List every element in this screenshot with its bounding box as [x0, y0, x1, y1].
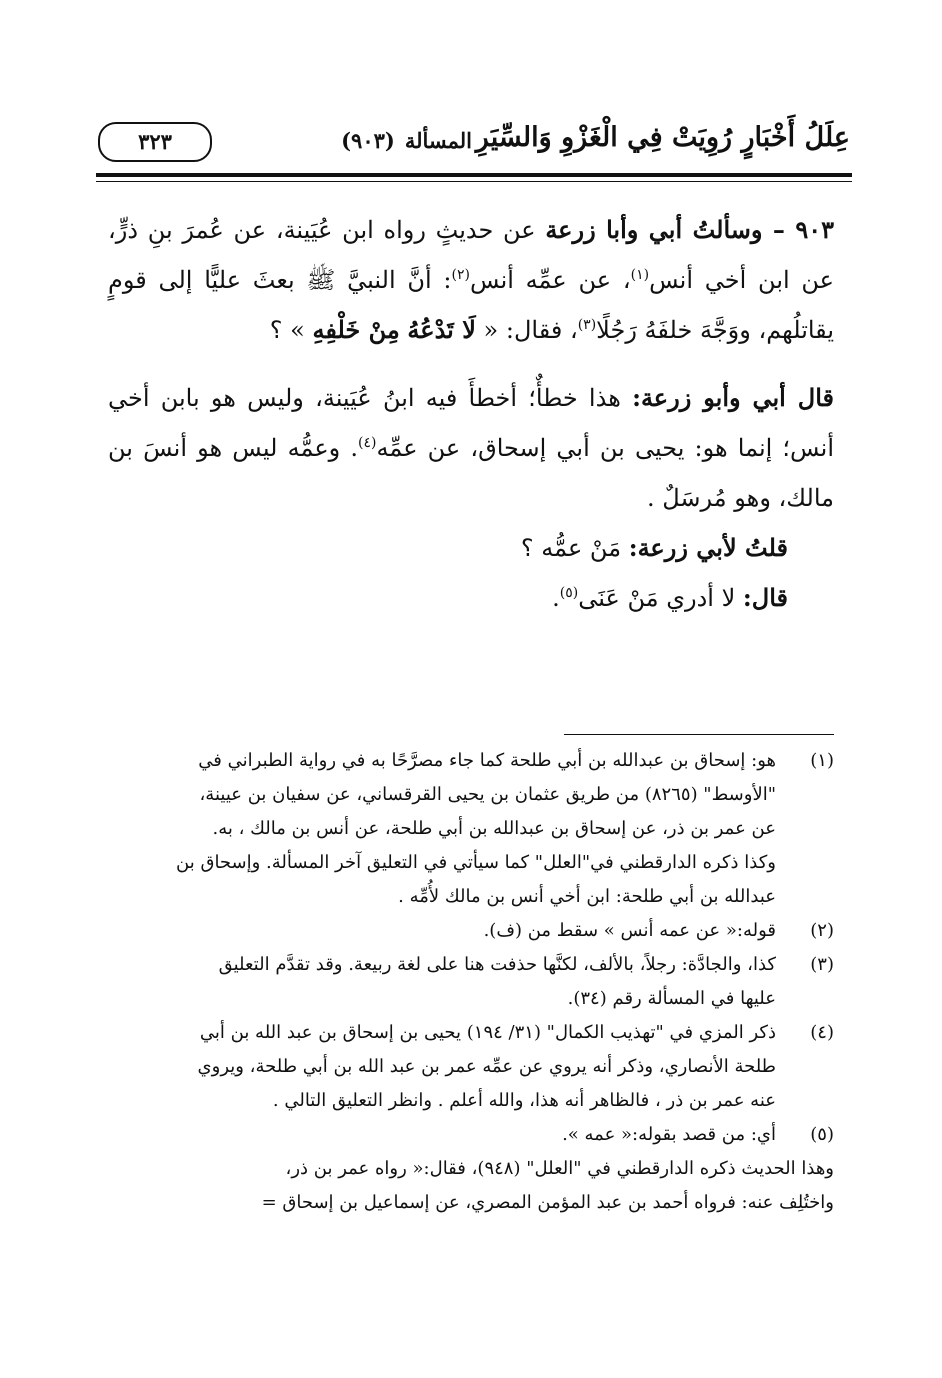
- footnote-number: (٤): [810, 1022, 834, 1043]
- followup-answer: [108, 573, 788, 623]
- footnote-separator: [564, 734, 834, 735]
- answer-lead: قال أبي وأبو زرعة:: [632, 383, 835, 412]
- footnote-continuation: [108, 1152, 834, 1220]
- header-rule-thick: [96, 173, 852, 177]
- footnote-line: "الأوسط" (٨٢٦٥) من طريق عثمان بن يحيى القرقساني، عن سفيان بن عيينة،: [199, 784, 776, 805]
- followup-answer-end: .: [552, 584, 560, 612]
- footnote-ref-4[interactable]: (٤): [358, 435, 377, 451]
- question-line1: عن حديثٍ رواه ابن عُيَينة، عن: [233, 216, 536, 244]
- page-number: ٣٢٣: [98, 122, 212, 162]
- main-text: [108, 205, 834, 623]
- footnote-ref-2[interactable]: (٢): [451, 267, 470, 283]
- footnote-ref-1[interactable]: (١): [630, 267, 650, 283]
- followup-question: [108, 523, 788, 573]
- footnote-line: كذا، والجادَّة: رجلاً، بالألف، لكنَّها حذفت هنا على لغة ربيعة. وقد تقدَّم التعليق: [218, 954, 776, 975]
- footnote-number: (٥): [810, 1124, 834, 1145]
- question-line2: عُمرَ بنِ ذرٍّ، عن ابن أخي أنس: [108, 216, 835, 294]
- footnote-5: [108, 1118, 834, 1152]
- question-line2b: ، عن عمِّه أنس: [469, 266, 631, 294]
- followup-text: مَنْ عمُّه ؟: [520, 534, 622, 562]
- question-lead: وسألتُ أبي وأبا زرعة: [545, 215, 763, 244]
- footnote-line: عن عمر بن ذر، عن إسحاق بن عبدالله بن أبي طلحة، عن أنس بن مالك ، به.: [212, 818, 776, 839]
- running-header: [98, 112, 850, 168]
- followup-answer-lead: قال:: [742, 583, 788, 612]
- footnote-line: هو: إسحاق بن عبدالله بن أبي طلحة كما جاء مصرَّحًا به في رواية الطبراني في: [198, 750, 776, 771]
- header-rule-thin: [96, 181, 852, 182]
- footnotes: [108, 744, 834, 1220]
- footnote-line: أي: من قصد بقوله:« عمه ».: [562, 1124, 776, 1145]
- issue-label: [341, 128, 472, 153]
- question-number: ٩٠٣: [795, 215, 834, 244]
- hadith-quote-2: مِنْ خَلْفِهِ: [312, 315, 400, 344]
- footnote-number: (١): [810, 750, 834, 771]
- answer-line2: بابن أخي أنس؛ إنما هو: يحيى بن أبي إسحاق، عن عمِّه: [108, 384, 834, 462]
- continuation-line: وهذا الحديث ذكره الدارقطني في "العلل" (٩٤٨)، فقال:« رواه عمر بن ذر،: [285, 1158, 834, 1179]
- footnote-line: عليها في المسألة رقم (٣٤).: [567, 988, 776, 1009]
- answer-line1: هذا خطأٌ؛ أخطأَ فيه ابنُ عُيَينة، وليس هو: [210, 384, 621, 412]
- footnote-line: ذكر المزي في "تهذيب الكمال" (٣١/ ١٩٤) يحيى بن إسحاق بن عبد الله بن أبي: [199, 1022, 776, 1043]
- issue-number: (٩٠٣): [341, 128, 395, 153]
- footnote-line: عنه عمر بن ذر ، فالظاهر أنه هذا، والله أعلم . وانظر التعليق التالي .: [272, 1090, 776, 1111]
- footnote-line: عبدالله بن أبي طلحة: ابن أخي أنس بن مالك لأُمِّه .: [398, 886, 776, 907]
- footnote-number: (٢): [810, 920, 834, 941]
- footnote-4: [108, 1016, 834, 1118]
- answer-paragraph: [108, 373, 834, 523]
- footnote-3: [108, 948, 834, 1016]
- footnote-1: [108, 744, 834, 914]
- followup-lead: قلتُ لأبي زرعة:: [628, 533, 788, 562]
- question-end: » ؟: [269, 316, 305, 344]
- question-paragraph: [108, 205, 834, 355]
- footnote-ref-5[interactable]: (٥): [559, 585, 579, 601]
- continuation-line: واختُلِف عنه: فرواه أحمد بن عبد المؤمن المصري، عن إسماعيل بن إسحاق =: [261, 1192, 834, 1213]
- footnote-number: (٣): [810, 954, 834, 975]
- question-line2c: : أنَّ النبيَّ ﷺ: [306, 266, 452, 294]
- footnote-ref-3[interactable]: (٣): [577, 317, 597, 333]
- footnote-line: قوله:« عن عمه أنس » سقط من (ف).: [483, 920, 776, 941]
- question-line3: بعثَ عليًّا إلى قومٍ يقاتلُهم، ووَجَّهَ خلفَهُ رَجُلًا: [108, 266, 834, 344]
- footnote-line: طلحة الأنصاري، وذكر أنه يروي عن عمِّه عمر بن عبد الله بن أبي طلحة، ويروي: [197, 1056, 776, 1077]
- answer-line2b: . وعمُّه: [287, 434, 358, 462]
- question-line3b: ، فقال: «: [483, 316, 578, 344]
- issue-word: المسألة: [404, 128, 472, 153]
- followup-answer-text: لا أدري مَنْ عَنَى: [578, 584, 736, 612]
- footnote-2: [108, 914, 834, 948]
- book-title: عِلَلُ أَخْبَارٍ رُوِيَتْ فِي الْغَزْوِ وَالسِّيَرِ: [475, 122, 850, 153]
- hadith-quote-1: لَا تَدْعُهُ: [407, 315, 476, 344]
- footnote-line: وكذا ذكره الدارقطني في"العلل" كما سيأتي في التعليق آخر المسألة. وإسحاق بن: [176, 852, 776, 873]
- answer-line3: ليس هو أنسَ بن مالك، وهو مُرسَلٌ .: [108, 434, 834, 512]
- dash: –: [762, 215, 796, 244]
